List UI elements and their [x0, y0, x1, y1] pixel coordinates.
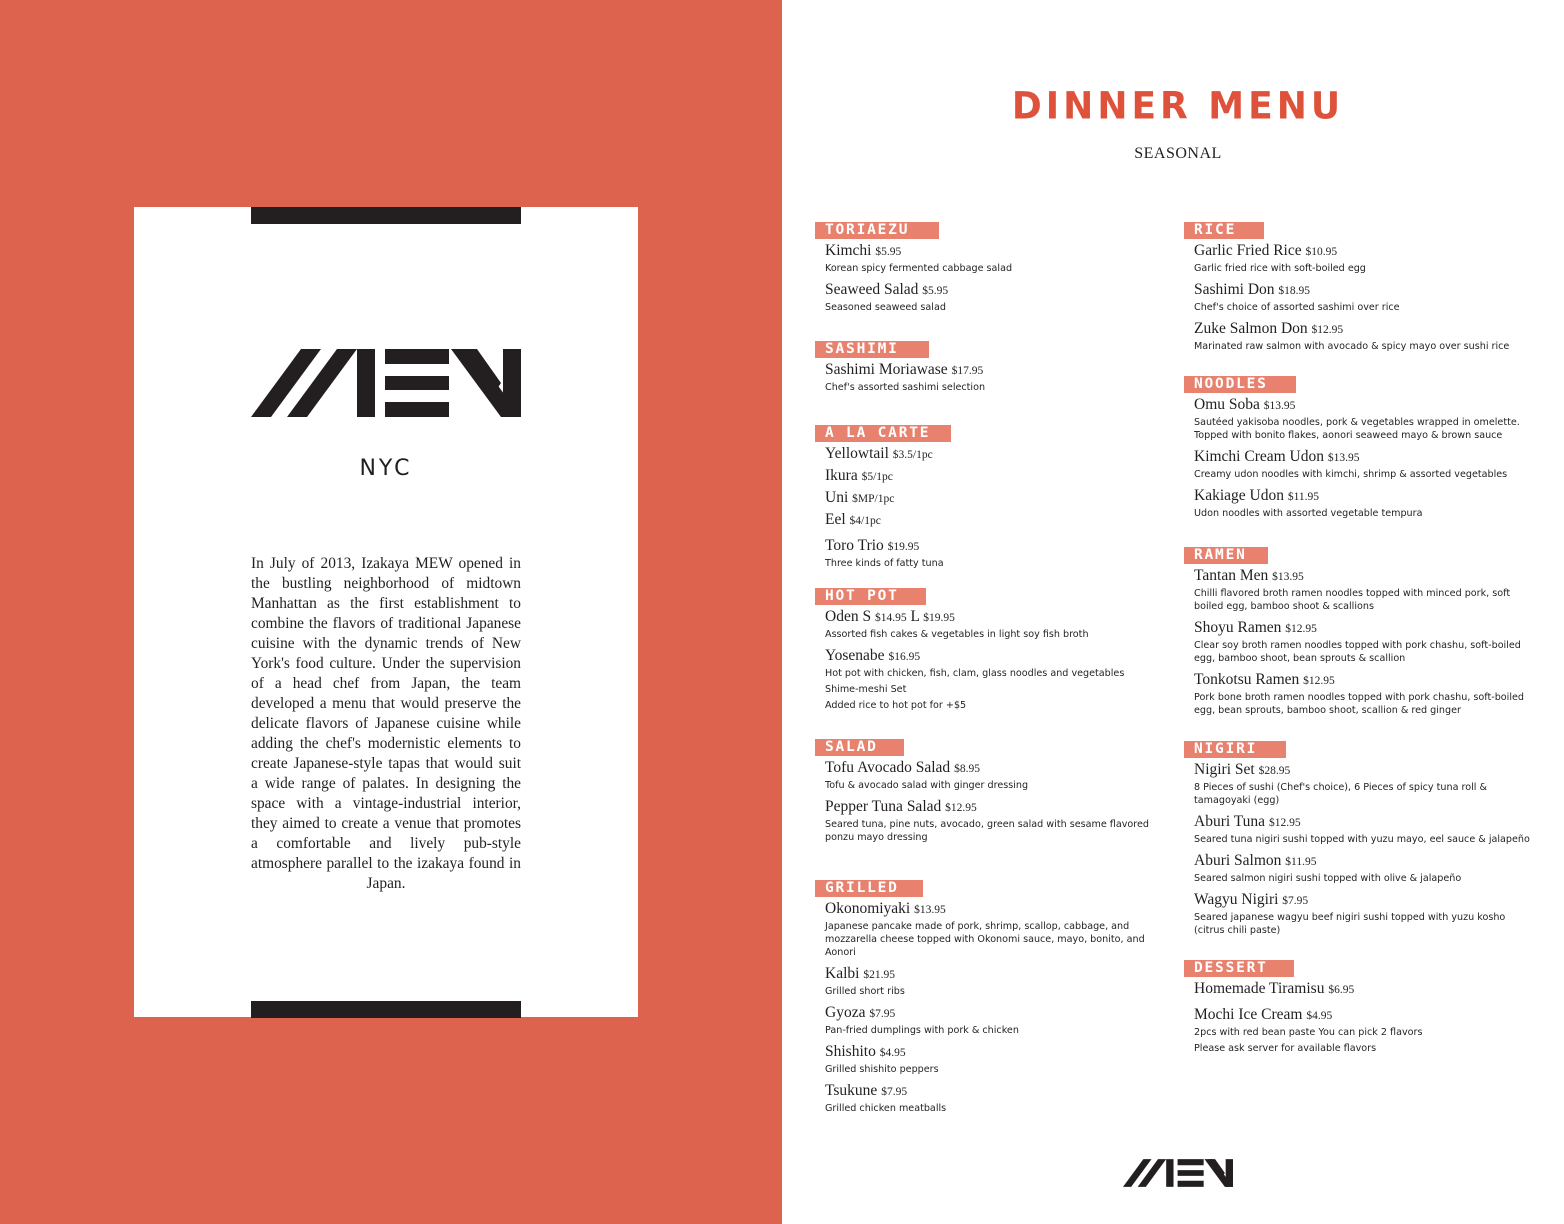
item-name: Kimchi	[825, 242, 872, 259]
item-price: $12.95	[1268, 817, 1301, 829]
category-label: RICE	[1184, 222, 1264, 239]
item-price: $12.95	[1285, 623, 1317, 635]
item-price: $7.95	[869, 1008, 896, 1020]
menu-item	[815, 1042, 1155, 1076]
item-price: $13.95	[1272, 571, 1304, 583]
item-price: $12.95	[1303, 675, 1335, 687]
item-name-line	[825, 1081, 1155, 1102]
item-name: Kakiage Udon	[1194, 487, 1284, 504]
menu-category	[1184, 546, 1534, 717]
item-name: Tsukune	[825, 1082, 878, 1099]
item-name-line	[825, 1003, 1155, 1024]
item-price: $5.95	[875, 246, 902, 258]
item-price: $19.95	[923, 612, 955, 624]
about-text: In July of 2013, Izakaya MEW opened in the bustling neighborhood of midtown Manhattan as the first establishment to combine the flavors of traditional Japanese cuisine with the dynamic trends of New York's food culture. Under the supervision of a head chef from Japan, the team developed a menu that would preserve the delicate flavors of Japanese cuisine while adding the chef's modernistic elements to create Japanese-style tapas that would suit a wide range of palates. In designing the space with a vintage-industrial interior, they aimed to create a venue that promotes a comfortable and lively pub-style atmosphere parallel to the izakaya found in Japan.	[251, 555, 521, 892]
item-price: $10.95	[1305, 246, 1338, 258]
item-price: $12.95	[945, 802, 977, 814]
item-name: Tonkotsu Ramen	[1194, 671, 1300, 688]
item-price: $4/1pc	[849, 515, 881, 527]
category-label: TORIAEZU	[815, 222, 939, 239]
item-name: Tantan Men	[1194, 567, 1269, 584]
item-name-line	[1194, 566, 1534, 587]
category-label: SALAD	[815, 739, 904, 756]
menu-category	[815, 340, 1155, 394]
item-name-line	[1194, 280, 1534, 301]
mew-logo-small	[1123, 1159, 1233, 1187]
item-description: Seared japanese wagyu beef nigiri sushi topped with yuzu kosho (citrus chili paste)	[1194, 912, 1506, 936]
item-description: Clear soy broth ramen noodles topped with pork chashu, soft-boiled egg, bamboo shoot, bean sprouts & scallion	[1194, 640, 1521, 664]
item-name-line	[825, 360, 1155, 381]
item-name: Aburi Salmon	[1194, 852, 1282, 869]
menu-item	[815, 466, 1155, 487]
menu-category	[815, 587, 1155, 712]
menu-title: DINNER MENU	[1011, 84, 1345, 129]
item-description: Garlic fried rice with soft-boiled egg	[1194, 263, 1366, 274]
category-label: SASHIMI	[815, 341, 929, 358]
menu-item	[1184, 851, 1534, 885]
top-divider-bar	[251, 207, 521, 224]
item-name: Gyoza	[825, 1004, 866, 1021]
menu-item	[815, 280, 1155, 314]
item-price: $13.95	[1327, 452, 1360, 464]
menu-category	[815, 221, 1155, 314]
item-price: $18.95	[1278, 285, 1311, 297]
item-description: Three kinds of fatty tuna	[825, 558, 944, 569]
menu-item	[1184, 447, 1534, 481]
category-label: DESSERT	[1184, 960, 1294, 977]
item-name: Kimchi Cream Udon	[1194, 448, 1325, 465]
item-name: Sashimi Moriawase	[825, 361, 948, 378]
item-name: Okonomiyaki	[825, 900, 911, 917]
menu-item	[815, 607, 1155, 641]
item-description: 8 Pieces of sushi (Chef's choice), 6 Pieces of spicy tuna roll & tamagoyaki (egg)	[1194, 782, 1487, 806]
item-description: Seared tuna, pine nuts, avocado, green salad with sesame flavored ponzu mayo dressing	[825, 819, 1149, 843]
item-name: Aburi Tuna	[1194, 813, 1266, 830]
item-price: $5.95	[922, 285, 949, 297]
menu-category	[1184, 375, 1534, 520]
menu-category	[1184, 740, 1534, 937]
menu-item	[1184, 566, 1534, 613]
item-price: $4.95	[1306, 1010, 1333, 1022]
item-name-line	[825, 1042, 1155, 1063]
item-price: $5/1pc	[861, 471, 893, 483]
item-name-line	[825, 280, 1155, 301]
item-name: Ikura	[825, 467, 858, 484]
item-price: $28.95	[1258, 765, 1291, 777]
item-name: Nigiri Set	[1194, 761, 1255, 778]
item-name: Yellowtail	[825, 445, 889, 462]
item-price: $8.95	[954, 763, 980, 775]
item-price: $11.95	[1287, 491, 1320, 503]
mew-logo-large	[251, 349, 521, 417]
menu-item	[815, 899, 1155, 959]
item-description: Grilled chicken meatballs	[825, 1103, 947, 1114]
item-name-line	[1194, 618, 1534, 639]
item-description: Chef's assorted sashimi selection	[825, 382, 986, 393]
item-price: $11.95	[1285, 856, 1317, 868]
item-name-line	[1194, 812, 1534, 833]
menu-item	[1184, 395, 1534, 442]
item-name-line	[825, 488, 1155, 509]
item-name-line	[825, 899, 1155, 920]
menu-item	[815, 444, 1155, 465]
menu-item	[1184, 890, 1534, 937]
item-name: Mochi Ice Cream	[1194, 1006, 1303, 1023]
item-description: Creamy udon noodles with kimchi, shrimp & assorted vegetables	[1194, 469, 1508, 480]
item-description: Seasoned seaweed salad	[825, 302, 946, 313]
item-name: Eel	[825, 511, 846, 528]
item-description: Chilli flavored broth ramen noodles topped with minced pork, soft boiled egg, bamboo shoot & scallions	[1194, 588, 1511, 612]
category-label: A LA CARTE	[815, 425, 951, 442]
menu-item	[815, 964, 1155, 998]
item-price: $7.95	[881, 1086, 908, 1098]
item-price: $19.95	[887, 541, 920, 553]
item-name: Pepper Tuna Salad	[825, 798, 942, 815]
menu-item	[815, 797, 1155, 844]
menu-category	[1184, 221, 1534, 353]
item-description: Assorted fish cakes & vegetables in light soy fish broth	[825, 629, 1089, 640]
menu-item	[1184, 670, 1534, 717]
about-card	[134, 207, 638, 1017]
item-price: $MP/1pc	[852, 493, 895, 505]
menu-subtitle: SEASONAL	[1134, 145, 1222, 162]
item-name-line	[825, 607, 1155, 628]
item-description: Sautéed yakisoba noodles, pork & vegetables wrapped in omelette. Topped with bonito flakes, aonori seaweed mayo & brown sauce	[1194, 417, 1520, 441]
menu-item	[1184, 760, 1534, 807]
menu-category	[815, 879, 1155, 1115]
item-name-line	[825, 964, 1155, 985]
item-name-line	[1194, 760, 1534, 781]
item-price: $7.95	[1282, 895, 1309, 907]
item-name: Seaweed Salad	[825, 281, 919, 298]
menu-item	[1184, 486, 1534, 520]
item-name: Tofu Avocado Salad	[825, 759, 951, 776]
category-label: NOODLES	[1184, 376, 1296, 393]
item-name: Sashimi Don	[1194, 281, 1275, 298]
bottom-divider-bar	[251, 1001, 521, 1018]
menu-category	[1184, 959, 1534, 1055]
item-name-line	[1194, 486, 1534, 507]
item-name: Shishito	[825, 1043, 876, 1060]
item-description: Korean spicy fermented cabbage salad	[825, 263, 1013, 274]
item-name-line	[1194, 890, 1534, 911]
menu-item	[815, 758, 1155, 792]
item-description: Chef's choice of assorted sashimi over rice	[1194, 302, 1400, 313]
menu-item	[1184, 319, 1534, 353]
item-price: $4.95	[879, 1047, 906, 1059]
item-name: Kalbi	[825, 965, 860, 982]
category-label: HOT POT	[815, 588, 926, 605]
item-name-line	[825, 444, 1155, 465]
item-name-line	[1194, 319, 1534, 340]
item-name-line	[825, 241, 1155, 262]
item-description: Tofu & avocado salad with ginger dressing	[825, 780, 1029, 791]
item-name-line	[1194, 1005, 1534, 1026]
item-name: Wagyu Nigiri	[1194, 891, 1279, 908]
menu-category	[815, 424, 1155, 570]
item-name-line	[825, 797, 1155, 818]
item-description: Added rice to hot pot for +$5	[825, 700, 967, 711]
item-name: Shoyu Ramen	[1194, 619, 1282, 636]
item-name-line	[1194, 979, 1534, 1000]
item-name-line	[1194, 395, 1534, 416]
category-label: GRILLED	[815, 880, 923, 897]
item-price: $3.5/1pc	[892, 449, 933, 461]
menu-item	[815, 1003, 1155, 1037]
item-description: Please ask server for available flavors	[1194, 1043, 1377, 1054]
item-price: $16.95	[888, 651, 921, 663]
item-name: Homemade Tiramisu	[1194, 980, 1325, 997]
item-description: Hot pot with chicken, fish, clam, glass noodles and vegetables	[825, 668, 1125, 679]
menu-item	[1184, 618, 1534, 665]
item-name: Yosenabe	[825, 647, 885, 664]
item-name-line	[825, 646, 1155, 667]
item-description: Pork bone broth ramen noodles topped with pork chashu, soft-boiled egg, bean sprouts, bamboo shoot, scallion & red ginger	[1194, 692, 1525, 716]
menu-panel	[782, 0, 1564, 1224]
item-price: $17.95	[951, 365, 984, 377]
item-description: Grilled shishito peppers	[825, 1064, 939, 1075]
item-name: Garlic Fried Rice	[1194, 242, 1302, 259]
item-description: Seared tuna nigiri sushi topped with yuzu mayo, eel sauce & jalapeño	[1194, 834, 1530, 845]
item-description: Pan-fried dumplings with pork & chicken	[825, 1025, 1019, 1036]
menu-item	[815, 536, 1155, 570]
item-name: Zuke Salmon Don	[1194, 320, 1308, 337]
menu-item	[815, 510, 1155, 531]
menu-item	[1184, 812, 1534, 846]
item-name-line	[825, 466, 1155, 487]
item-name: L	[910, 608, 920, 625]
item-description: 2pcs with red bean paste You can pick 2 flavors	[1194, 1027, 1423, 1038]
item-name-line	[1194, 851, 1534, 872]
menu-item	[815, 360, 1155, 394]
menu-item	[815, 241, 1155, 275]
item-name: Toro Trio	[825, 537, 884, 554]
menu-item	[1184, 979, 1534, 1000]
item-name-line	[1194, 447, 1534, 468]
item-price: $12.95	[1311, 324, 1344, 336]
menu-category	[815, 738, 1155, 844]
menu-item	[815, 1081, 1155, 1115]
item-name-line	[825, 758, 1155, 779]
item-price: $21.95	[863, 969, 895, 981]
menu-item	[1184, 241, 1534, 275]
item-name-line	[825, 510, 1155, 531]
item-name-line	[1194, 241, 1534, 262]
category-label: RAMEN	[1184, 547, 1268, 564]
item-description: Udon noodles with assorted vegetable tempura	[1194, 508, 1423, 519]
item-description: Grilled short ribs	[825, 986, 905, 997]
item-name-line	[1194, 670, 1534, 691]
item-price: $6.95	[1328, 984, 1355, 996]
category-label: NIGIRI	[1184, 741, 1286, 758]
item-name: Uni	[825, 489, 849, 506]
item-price: $13.95	[914, 904, 946, 916]
item-price: $14.95	[874, 612, 907, 624]
menu-item	[1184, 280, 1534, 314]
city-label: NYC	[359, 456, 413, 481]
menu-item	[1184, 1005, 1534, 1055]
item-description: Marinated raw salmon with avocado & spicy mayo over sushi rice	[1194, 341, 1510, 352]
item-name: Omu Soba	[1194, 396, 1260, 413]
item-price: $13.95	[1263, 400, 1296, 412]
menu-item	[815, 646, 1155, 712]
item-name: Oden S	[825, 608, 872, 625]
item-description: Japanese pancake made of pork, shrimp, scallop, cabbage, and mozzarella cheese topped with Okonomi sauce, mayo, bonito, and Aonori	[825, 921, 1145, 958]
menu-item	[815, 488, 1155, 509]
item-description: Shime-meshi Set	[825, 684, 907, 695]
item-description: Seared salmon nigiri sushi topped with olive & jalapeño	[1194, 873, 1462, 884]
item-name-line	[825, 536, 1155, 557]
